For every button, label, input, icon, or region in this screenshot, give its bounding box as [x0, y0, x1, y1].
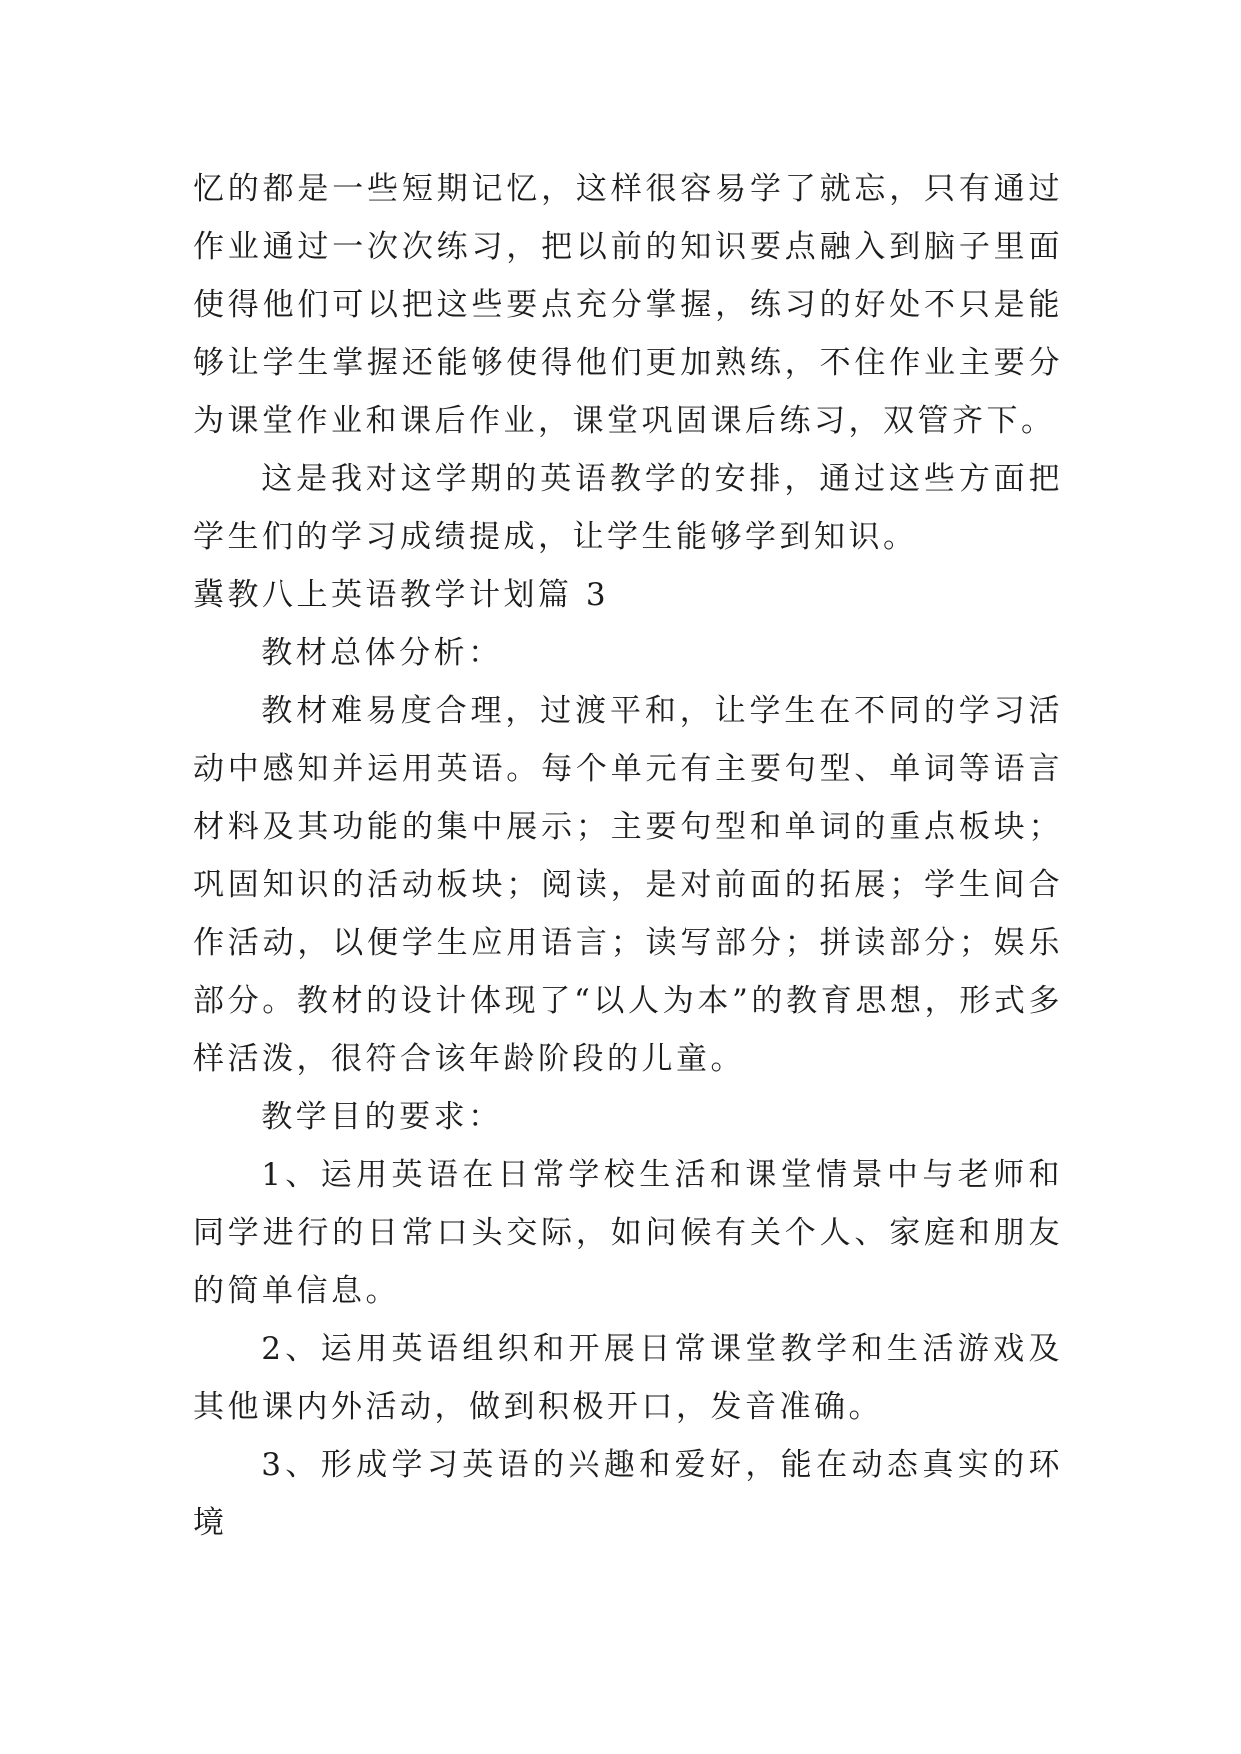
- paragraph-material-analysis-label: 教材总体分析：: [261, 635, 503, 671]
- paragraph-homework: 忆的都是一些短期记忆，这样很容易学了就忘，只有通过作业通过一次次练习，把以前的知识要点融入到脑子里面使得他们可以把这些要点充分掌握，练习的好处不只是能够让学生掌握还能够使得他们更加熟练，不住作业主要分为课堂作业和课后作业，课堂巩固课后练习，双管齐下。: [193, 171, 1063, 439]
- paragraph-goal-2: 2、运用英语组织和开展日常课堂教学和生活游戏及其他课内外活动，做到积极开口，发音准确。: [193, 1331, 1063, 1425]
- paragraph-summary: 这是我对这学期的英语教学的安排，通过这些方面把学生们的学习成绩提成，让学生能够学到知识。: [193, 461, 1063, 555]
- document-body: [193, 160, 1063, 1552]
- paragraph-goal-3: 3、形成学习英语的兴趣和爱好，能在动态真实的环境: [193, 1447, 1063, 1541]
- paragraph-goals-label: 教学目的要求：: [261, 1099, 503, 1135]
- section-heading: 冀教八上英语教学计划篇 3: [193, 577, 610, 613]
- paragraph-material-analysis: 教材难易度合理，过渡平和，让学生在不同的学习活动中感知并运用英语。每个单元有主要句型、单词等语言材料及其功能的集中展示；主要句型和单词的重点板块；巩固知识的活动板块；阅读，是对前面的拓展；学生间合作活动，以便学生应用语言；读写部分；拼读部分；娱乐部分。教材的设计体现了“以人为本”的教育思想，形式多样活泼，很符合该年龄阶段的儿童。: [193, 693, 1063, 1077]
- paragraph-goal-1: 1、运用英语在日常学校生活和课堂情景中与老师和同学进行的日常口头交际，如问候有关个人、家庭和朋友的简单信息。: [193, 1157, 1063, 1309]
